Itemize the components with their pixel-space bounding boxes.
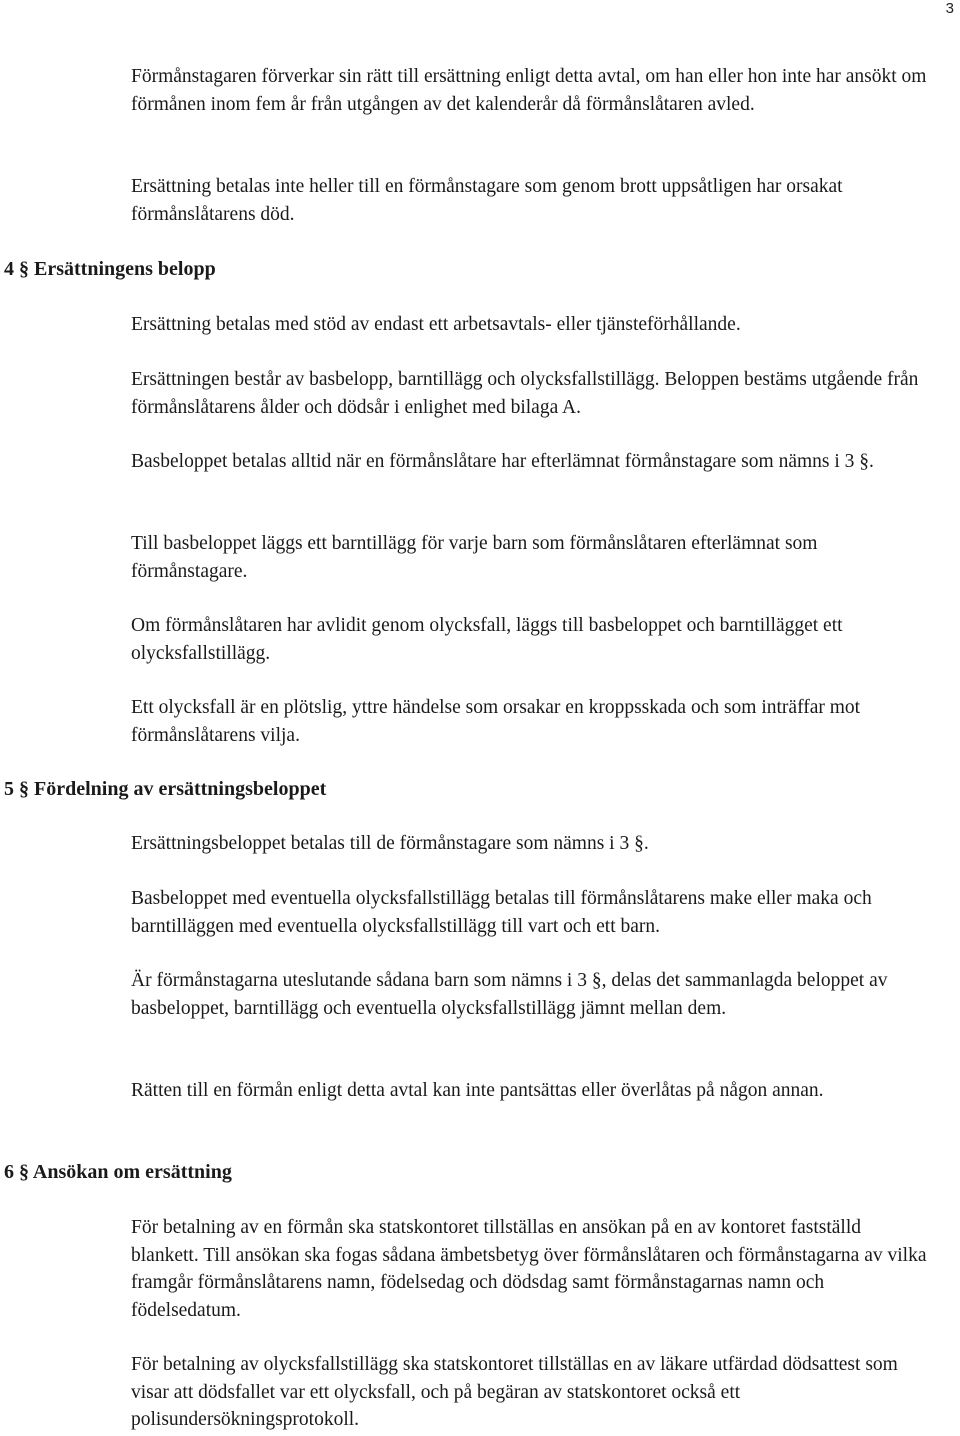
paragraph-application: För betalning av en förmån ska statskontoret tillställas en ansökan på en av kontoret fastställd blankett. Till ansökan ska fogas sådana ämbetsbetyg över förmånslåtaren och förmånstagarna av vilka framgår förmånslåtarens namn, födelsedag och dödsdag samt förmånstagarnas namn och födelsedatum. <box>131 1217 927 1321</box>
paragraph-components: Ersättningen består av basbelopp, barntillägg och olycksfallstillägg. Beloppen bestäms utgående från förmånslåtarens ålder och dödsår i enlighet med bilaga A. <box>131 369 919 418</box>
section-heading-5: 5 § Fördelning av ersättningsbeloppet <box>4 778 327 800</box>
page-number: 3 <box>945 0 954 17</box>
paragraph-spouse-children: Basbeloppet med eventuella olycksfallstillägg betalas till förmånslåtarens make eller maka och barntilläggen med eventuella olycksfallstillägg till vart och ett barn. <box>131 888 872 937</box>
paragraph-accident-definition: Ett olycksfall är en plötslig, yttre händelse som orsakar en kroppsskada och som inträffar mot förmånslåtarens vilja. <box>131 697 861 746</box>
paragraph-no-pledge: Rätten till en förmån enligt detta avtal kan inte pantsättas eller överlåtas på någon annan. <box>131 1080 824 1101</box>
section-heading-4: 4 § Ersättningens belopp <box>4 258 216 280</box>
section-heading-6: 6 § Ansökan om ersättning <box>4 1161 232 1183</box>
paragraph-employment-basis: Ersättning betalas med stöd av endast ett arbetsavtals- eller tjänsteförhållande. <box>131 314 741 335</box>
paragraph-children-only: Är förmånstagarna uteslutande sådana barn som nämns i 3 §, delas det sammanlagda beloppet av basbeloppet, barntillägg och eventuella olycksfallstillägg jämnt mellan dem. <box>131 970 888 1019</box>
paragraph-child-supplement: Till basbeloppet läggs ett barntillägg för varje barn som förmånslåtaren efterlämnat som förmånstagare. <box>131 533 818 582</box>
paragraph-crime-exclusion: Ersättning betalas inte heller till en förmånstagare som genom brott uppsåtligen har orsakat förmånslåtarens död. <box>131 176 843 225</box>
paragraph-death-certificate: För betalning av olycksfallstillägg ska statskontoret tillställas en av läkare utfärdad dödsattest som visar att dödsfallet var ett olycksfall, och på begäran av statskontoret också ett polisundersökningsprotokoll. <box>131 1354 898 1430</box>
paragraph-payment-recipients: Ersättningsbeloppet betalas till de förmånstagare som nämns i 3 §. <box>131 833 649 854</box>
paragraph-base-amount: Basbeloppet betalas alltid när en förmånslåtare har efterlämnat förmånstagare som nämns i 3 §. <box>131 451 874 472</box>
paragraph-accident-supplement: Om förmånslåtaren har avlidit genom olycksfall, läggs till basbeloppet och barntillägget ett olycksfallstillägg. <box>131 615 843 664</box>
paragraph-forfeiture: Förmånstagaren förverkar sin rätt till ersättning enligt detta avtal, om han eller hon inte har ansökt om förmånen inom fem år från utgången av det kalenderår då förmånslåtaren avled. <box>131 66 927 115</box>
